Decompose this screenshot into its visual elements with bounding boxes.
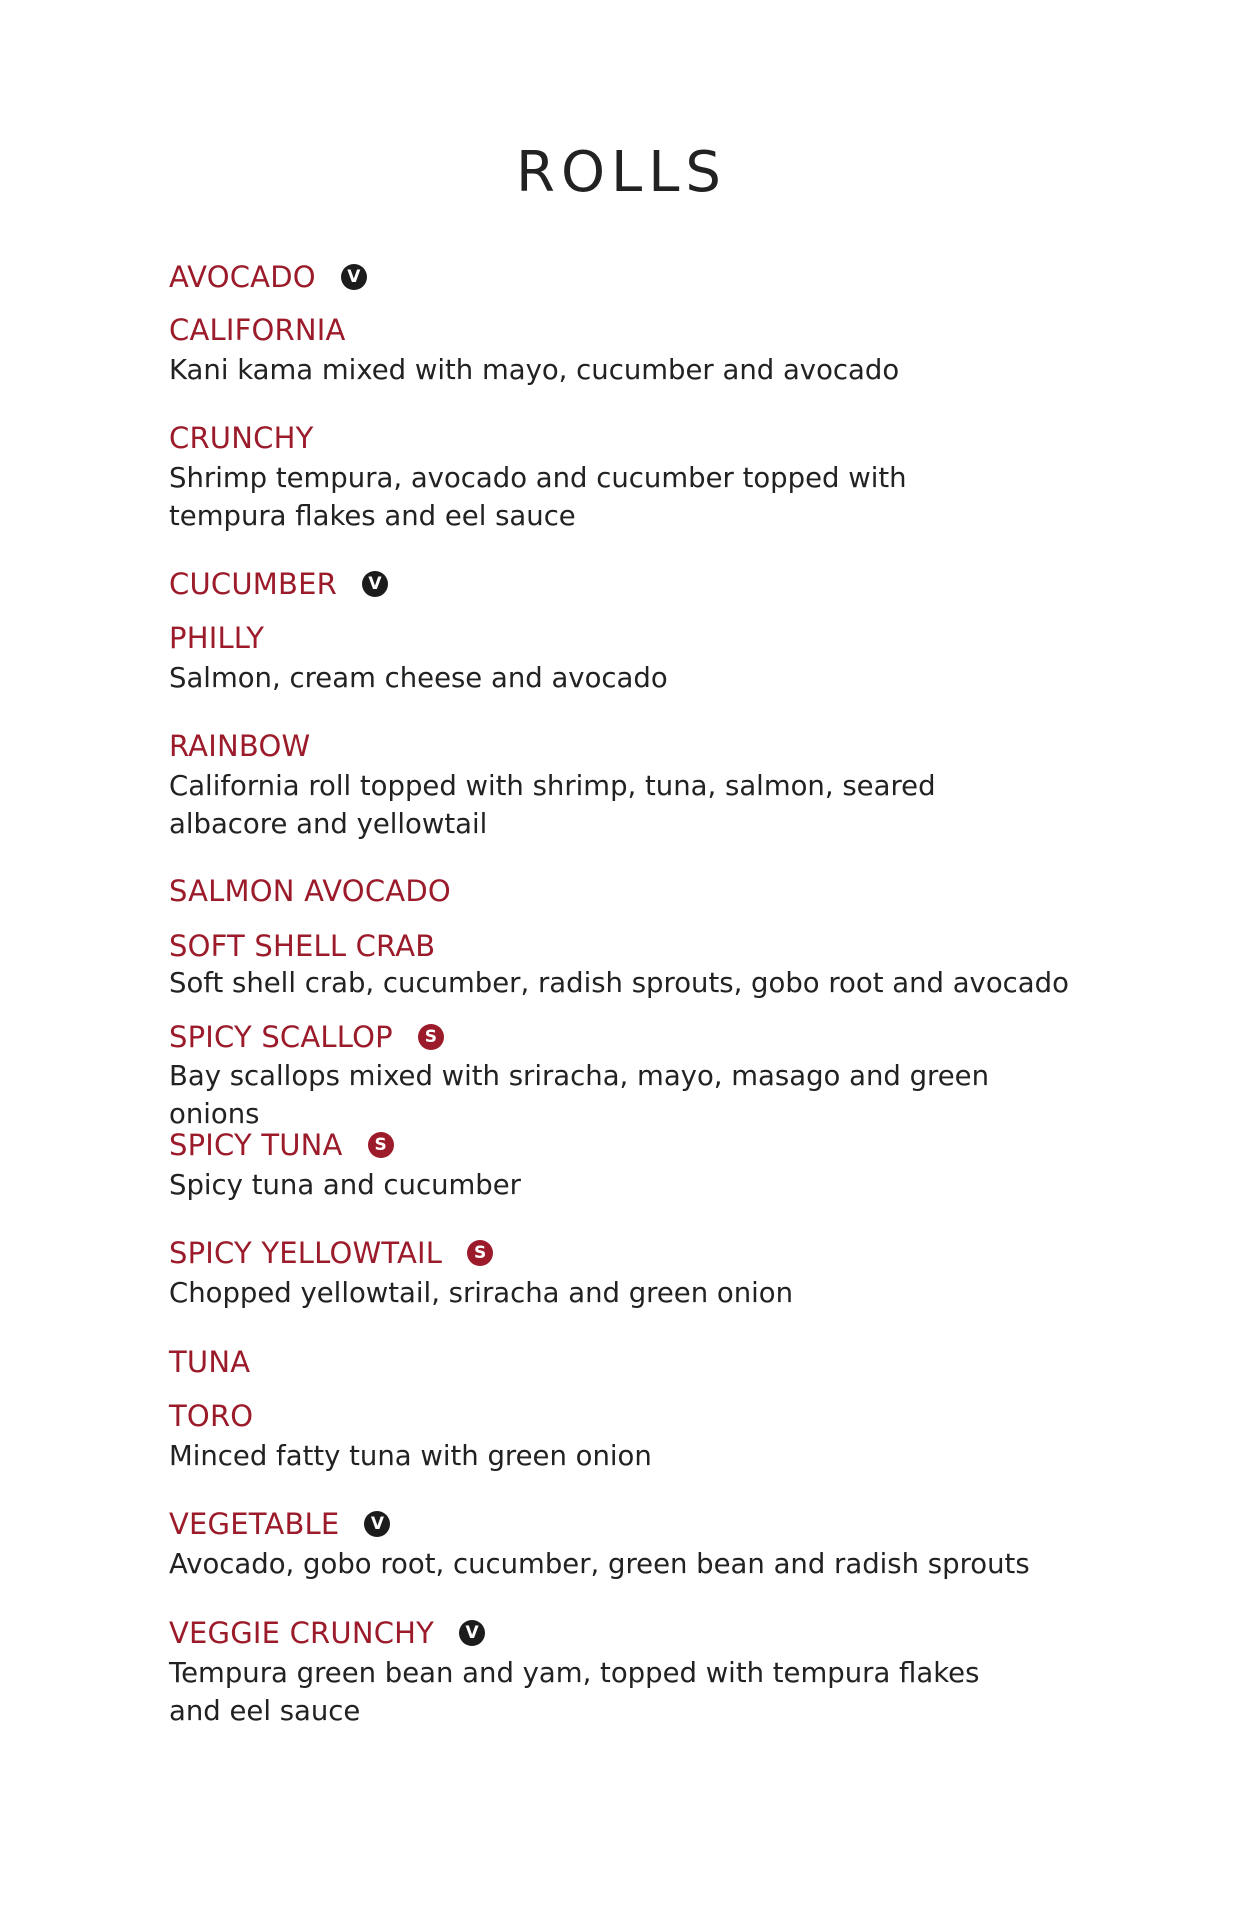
page-title: ROLLS xyxy=(516,140,727,205)
item-name: TORO xyxy=(169,1399,254,1433)
menu-item-spicy-scallop xyxy=(169,1019,1069,1133)
item-header xyxy=(169,728,1069,764)
vegetarian-badge-icon: V xyxy=(364,1511,390,1537)
item-header xyxy=(169,566,1069,602)
menu-item-rainbow xyxy=(169,728,1069,843)
menu-item-soft-shell-crab xyxy=(169,928,1069,1002)
item-description: Soft shell crab, cucumber, radish sprouts, gobo root and avocado xyxy=(169,967,1069,999)
item-name: SPICY TUNA xyxy=(169,1128,343,1162)
item-name: CUCUMBER xyxy=(169,567,337,601)
item-description: Avocado, gobo root, cucumber, green bean and radish sprouts xyxy=(169,1548,1030,1580)
vegetarian-badge-icon: V xyxy=(341,264,367,290)
item-header xyxy=(169,259,1069,295)
menu-item-cucumber xyxy=(169,566,1069,602)
item-description: Chopped yellowtail, sriracha and green onion xyxy=(169,1277,794,1309)
menu-item-tuna xyxy=(169,1344,1069,1380)
item-name: CALIFORNIA xyxy=(169,313,346,347)
item-header xyxy=(169,420,1069,456)
item-name: AVOCADO xyxy=(169,260,316,294)
menu-item-crunchy xyxy=(169,420,1069,535)
menu-item-california xyxy=(169,312,1069,389)
item-name: RAINBOW xyxy=(169,729,311,763)
item-name: PHILLY xyxy=(169,621,265,655)
item-description: Bay scallops mixed with sriracha, mayo, masago and green onions xyxy=(169,1060,990,1130)
menu-item-spicy-tuna xyxy=(169,1127,1069,1204)
item-header xyxy=(169,1398,1069,1434)
item-name: CRUNCHY xyxy=(169,421,314,455)
menu-item-spicy-yellowtail xyxy=(169,1235,1069,1312)
item-name: SPICY SCALLOP xyxy=(169,1020,393,1054)
item-header xyxy=(169,620,1069,656)
item-header xyxy=(169,1127,1069,1163)
item-header xyxy=(169,1019,1069,1055)
item-description: Minced fatty tuna with green onion xyxy=(169,1440,652,1472)
item-header xyxy=(169,1506,1069,1542)
menu-item-vegetable xyxy=(169,1506,1069,1583)
item-header xyxy=(169,312,1069,348)
spicy-badge-icon: S xyxy=(418,1024,444,1050)
item-name: VEGETABLE xyxy=(169,1507,340,1541)
item-header xyxy=(169,1615,1069,1651)
menu-item-toro xyxy=(169,1398,1069,1475)
menu-item-philly xyxy=(169,620,1069,697)
item-name: VEGGIE CRUNCHY xyxy=(169,1616,435,1650)
item-header xyxy=(169,928,1069,964)
item-header xyxy=(169,1235,1069,1271)
menu-item-avocado xyxy=(169,259,1069,295)
menu-item-veggie-crunchy xyxy=(169,1615,1069,1730)
vegetarian-badge-icon: V xyxy=(459,1620,485,1646)
item-description: California roll topped with shrimp, tuna, salmon, seared albacore and yellowtail xyxy=(169,770,936,840)
item-name: SOFT SHELL CRAB xyxy=(169,929,436,963)
item-name: SPICY YELLOWTAIL xyxy=(169,1236,443,1270)
item-description: Spicy tuna and cucumber xyxy=(169,1169,521,1201)
spicy-badge-icon: S xyxy=(467,1240,493,1266)
vegetarian-badge-icon: V xyxy=(362,571,388,597)
item-description: Kani kama mixed with mayo, cucumber and avocado xyxy=(169,354,900,386)
item-description: Salmon, cream cheese and avocado xyxy=(169,662,668,694)
item-description: Tempura green bean and yam, topped with tempura flakes and eel sauce xyxy=(169,1657,980,1727)
menu-item-salmon-avocado xyxy=(169,873,1069,909)
item-header xyxy=(169,873,1069,909)
item-name: SALMON AVOCADO xyxy=(169,874,451,908)
item-name: TUNA xyxy=(169,1345,251,1379)
item-header xyxy=(169,1344,1069,1380)
item-description: Shrimp tempura, avocado and cucumber topped with tempura flakes and eel sauce xyxy=(169,462,907,532)
spicy-badge-icon: S xyxy=(368,1132,394,1158)
